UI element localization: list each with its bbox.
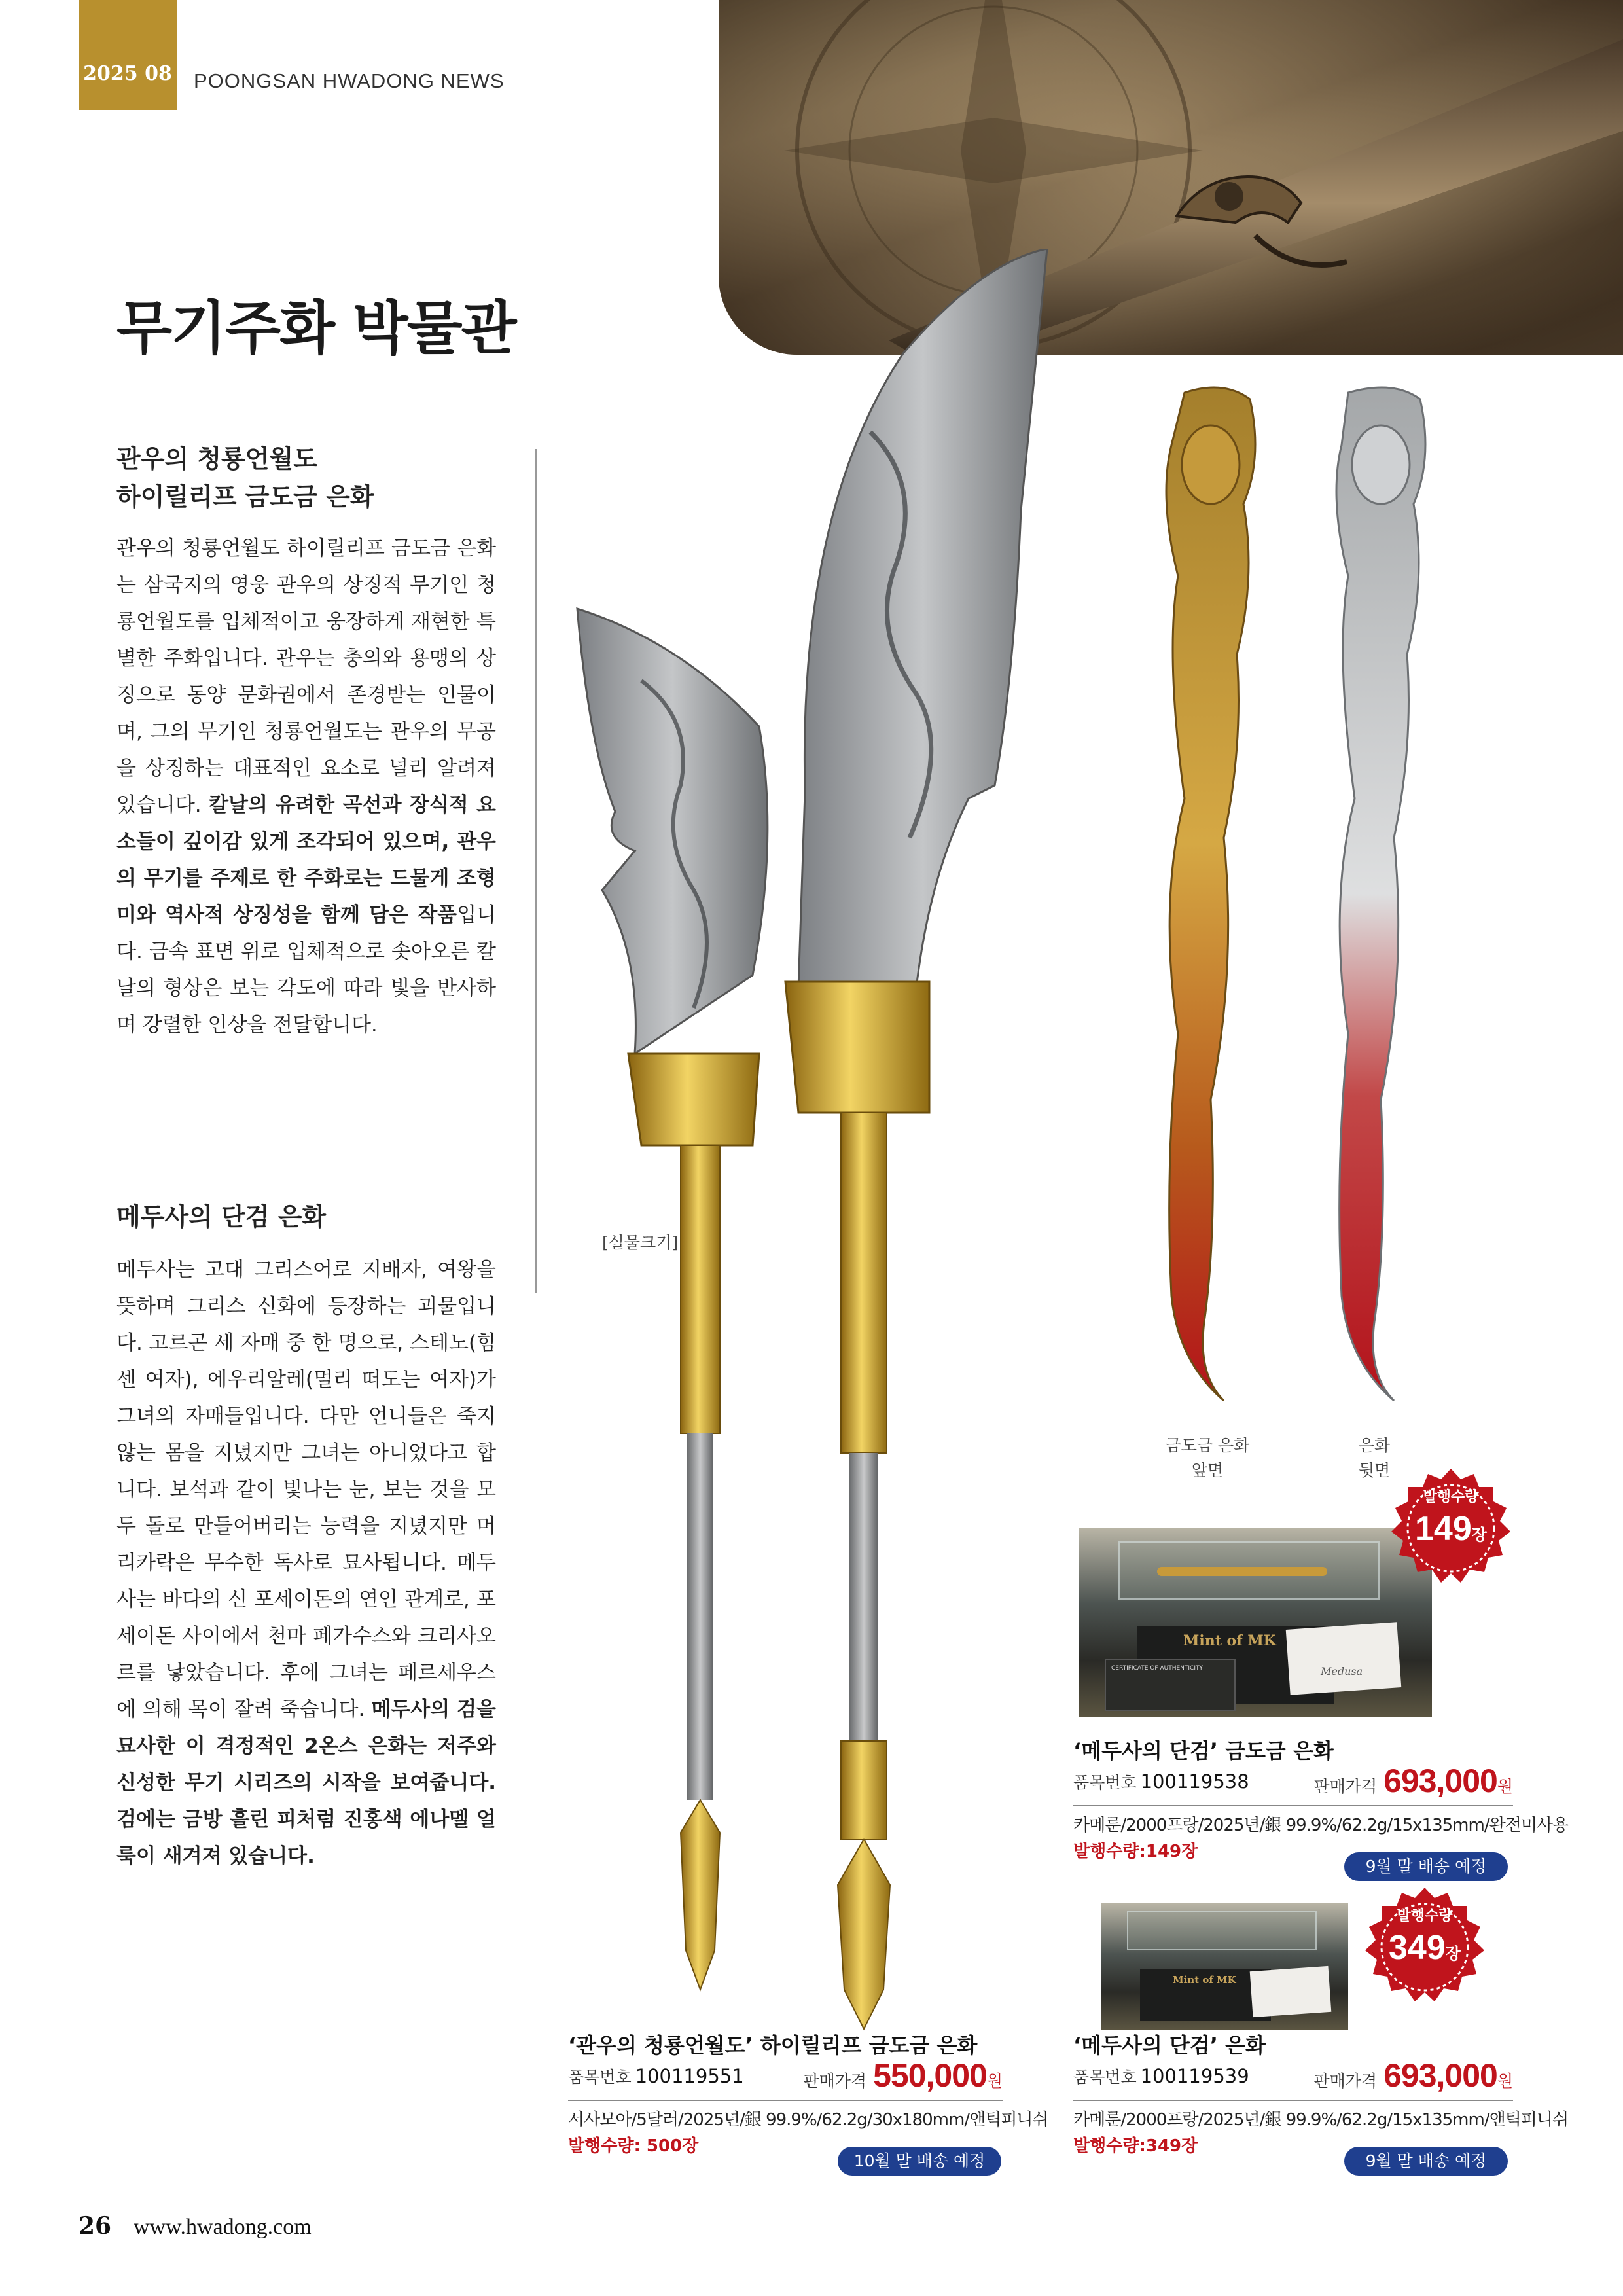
product-title-guan-yu: ‘관우의 청룡언월도’ 하이릴리프 금도금 은화 xyxy=(568,2033,978,2058)
column-divider xyxy=(535,449,537,1293)
gold-coin-caption xyxy=(1158,1433,1257,1483)
gold-coin-caption-side: 앞면 xyxy=(1191,1461,1224,1480)
page-number: 26 xyxy=(79,2212,112,2240)
product-title-medusa-silver: ‘메두사의 단검’ 은화 xyxy=(1073,2033,1266,2058)
section1-heading-line1: 관우의 청룡언월도 xyxy=(116,444,317,473)
item-number-label: 품목번호 xyxy=(568,2068,632,2087)
section1-para1: 관우의 청룡언월도 하이릴리프 금도금 은화는 삼국지의 영웅 관우의 상징적 무기인 청룡언월도를 입체적이고 웅장하게 재현한 특별한 주화입니다. 관우는 충의와 용맹의 상징으로 동양 문화권에서 존경받는 인물이며, 그의 무기인 청룡언월도는 관우의 무공을 상징하는 대표적인 요소로 널리 알려져 있습니다. xyxy=(116,537,496,817)
issue-tag xyxy=(79,0,177,110)
section1-para2-tail: 입니다. 금속 표면 위로 입체적으로 솟아오른 칼날의 형상은 보는 각도에 따라 빛을 반사하며 강렬한 인상을 전달합니다. xyxy=(116,903,496,1037)
product-info-medusa-silver xyxy=(1073,2057,1513,2094)
divider-line xyxy=(568,2100,1003,2101)
product-spec: 서사모아/5달러/2025년/銀 99.9%/62.2g/30x180mm/앤틱피니쉬 xyxy=(568,2110,1048,2130)
silver-coin-caption-title: 은화 xyxy=(1358,1436,1391,1455)
section2-para1: 메두사는 고대 그리스어로 지배자, 여왕을 뜻하며 그리스 신화에 등장하는 괴물입니다. 고르곤 세 자매 중 한 명으로, 스테노(힘센 여자), 에우리알레(멀리 떠도는 여자)가 그녀의 자매들입니다. 다만 언니들은 죽지 않는 몸을 지녔지만 그녀는 아니었다고 합니다. 보석과 같이 빛나는 눈, 보는 것을 모두 돌로 만들어버리는 능력을 지녔지만 머리카락은 무수한 독사로 묘사됩니다. 메두사는 바다의 신 포세이돈의 연인 관계로, 포세이돈 사이에서 천마 페가수스와 크리사오르를 낳았습니다. 후에 그녀는 페르세우스에 의해 목이 잘려 죽습니다. xyxy=(116,1258,496,1721)
issue-quantity: 발행수량:149장 xyxy=(1073,1842,1198,1861)
product-spec: 카메룬/2000프랑/2025년/銀 99.9%/62.2g/15x135mm/앤틱피니쉬 xyxy=(1073,2110,1569,2130)
shipping-schedule-button[interactable]: 10월 말 배송 예정 xyxy=(838,2147,1001,2176)
publication-name: POONGSAN HWADONG NEWS xyxy=(194,69,505,92)
box-brand-text: Mint of MK xyxy=(1183,1632,1276,1649)
item-number-label: 품목번호 xyxy=(1073,1773,1137,1792)
item-number: 100119538 xyxy=(1140,1770,1249,1793)
badge-number: 149장 xyxy=(1415,1510,1487,1548)
item-number: 100119539 xyxy=(1140,2065,1249,2087)
medusa-silver-box-photo: Mint of MK xyxy=(1101,1903,1348,2030)
badge-label: 발행수량 xyxy=(1423,1489,1479,1505)
product-info-medusa-gold xyxy=(1073,1763,1513,1800)
section2-body xyxy=(116,1251,496,1874)
silver-coin-caption-side: 뒷면 xyxy=(1358,1461,1391,1480)
product-title-medusa-gold: ‘메두사의 단검’ 금도금 은화 xyxy=(1073,1738,1334,1763)
medusa-dagger-coins-image xyxy=(1126,380,1466,1414)
gold-coin-caption-title: 금도금 은화 xyxy=(1165,1436,1250,1455)
divider-line xyxy=(1073,1805,1513,1806)
issue-quantity-badge-149 xyxy=(1389,1466,1513,1590)
product-info-guan-yu xyxy=(568,2057,1003,2094)
website-link[interactable]: www.hwadong.com xyxy=(134,2215,312,2239)
section2-bold: 메두사의 검을 묘사한 이 격정적인 2온스 은화는 저주와 신성한 무기 시리즈의 시작을 보여줍니다. 검에는 금방 흘린 피처럼 진홍색 에나멜 얼룩이 새겨져 있습니다. xyxy=(116,1698,497,1868)
certificate-text: CERTIFICATE OF AUTHENTICITY xyxy=(1111,1665,1203,1672)
medusa-card-text: Medusa xyxy=(1321,1665,1363,1677)
issue-quantity-badge-349 xyxy=(1363,1885,1487,2009)
issue-quantity: 발행수량:349장 xyxy=(1073,2136,1198,2156)
price: 550,000 xyxy=(873,2057,987,2094)
guan-yu-glaive-coins-image xyxy=(563,249,1060,2055)
shipping-schedule-button[interactable]: 9월 말 배송 예정 xyxy=(1344,1852,1508,1881)
section1-bold: 칼날의 유려한 곡선과 장식적 요소들이 깊이감 있게 조각되어 있으며, 관우의 무기를 주제로 한 주화로는 드물게 조형미와 역사적 상징성을 함께 담은 작품 xyxy=(116,793,497,927)
section1-heading-line2: 하이릴리프 금도금 은화 xyxy=(116,482,374,511)
section2-heading: 메두사의 단검 은화 xyxy=(116,1202,327,1231)
issue-date: 2025 08 xyxy=(83,62,172,85)
item-number: 100119551 xyxy=(635,2065,744,2087)
issue-quantity: 발행수량: 500장 xyxy=(568,2136,699,2156)
price-block: 판매가격 693,000원 xyxy=(1313,1763,1513,1799)
page-title: 무기주화 박물관 xyxy=(116,295,516,362)
price-block: 판매가격 550,000원 xyxy=(803,2057,1003,2094)
actual-size-label: [실물크기] xyxy=(602,1233,679,1252)
price: 693,000 xyxy=(1383,1763,1497,1799)
product-spec: 카메룬/2000프랑/2025년/銀 99.9%/62.2g/15x135mm/완전미사용 xyxy=(1073,1816,1569,1835)
badge-label: 발행수량 xyxy=(1397,1908,1453,1924)
medusa-gold-box-photo xyxy=(1079,1528,1432,1717)
price-block: 판매가격 693,000원 xyxy=(1313,2057,1513,2094)
shipping-schedule-button[interactable]: 9월 말 배송 예정 xyxy=(1344,2147,1508,2176)
item-number-label: 품목번호 xyxy=(1073,2068,1137,2087)
price: 693,000 xyxy=(1383,2057,1497,2094)
badge-number: 349장 xyxy=(1389,1929,1461,1967)
divider-line xyxy=(1073,2100,1513,2101)
section1-body xyxy=(116,530,496,1043)
